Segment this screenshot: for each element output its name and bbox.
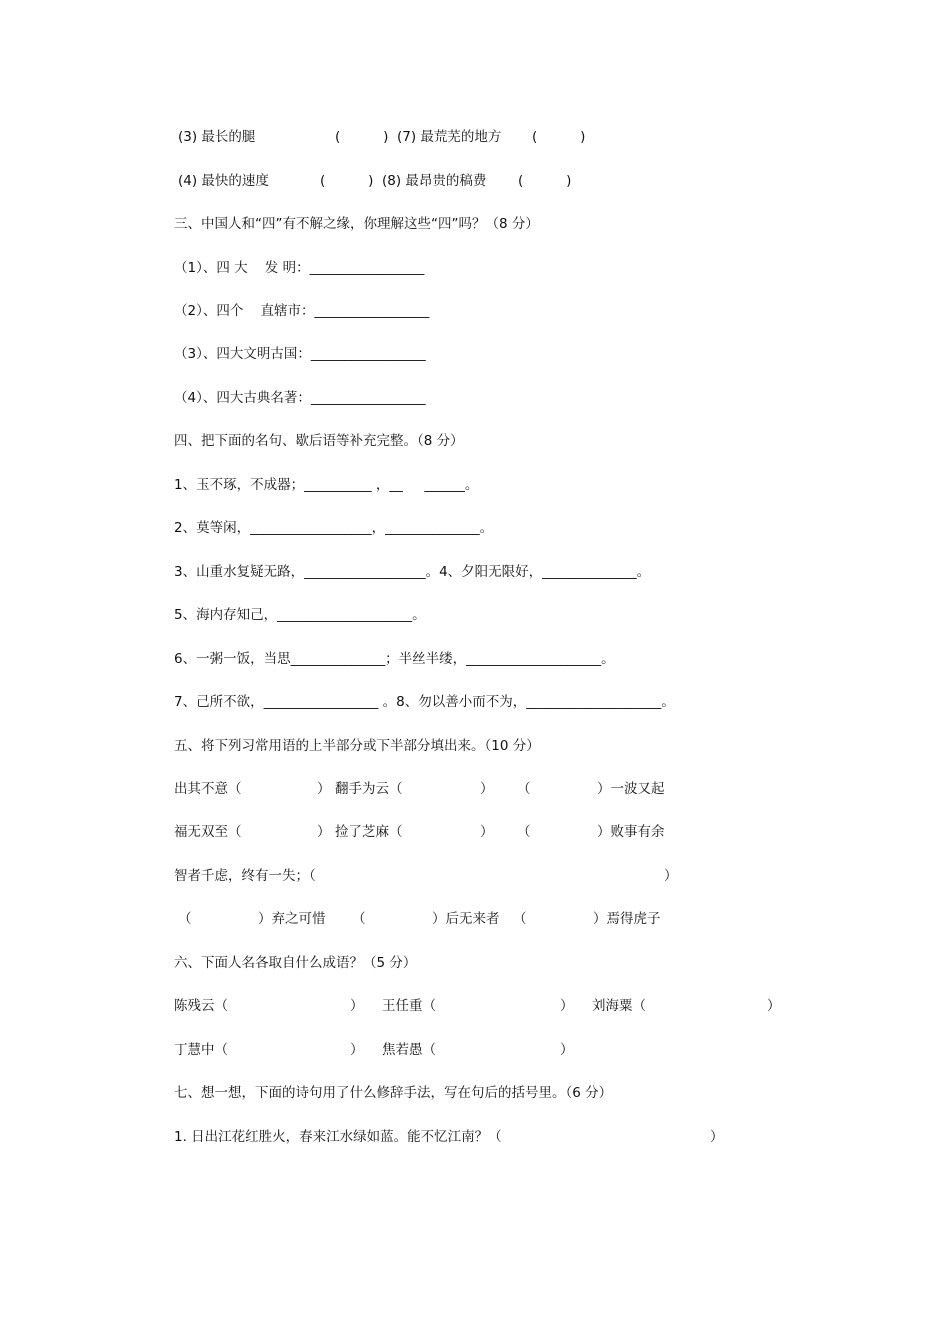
name-blank-close: ）	[560, 1042, 574, 1058]
question-4-fastest-speed: (4) 最快的速度	[178, 173, 269, 189]
idiom-blank: ）一波又起	[597, 781, 665, 797]
poem-answer-close: ）	[710, 1129, 724, 1145]
name-blank: 焦若愚（	[382, 1042, 436, 1058]
name-blank: 刘海粟（	[592, 998, 646, 1014]
name-blank-close: ）	[350, 1042, 364, 1058]
section-3-item: （1）、四 大 发 明：_________________	[174, 260, 425, 276]
section-4-heading: 四、把下面的名句、歇后语等补充完整。（8 分）	[174, 433, 464, 449]
answer-paren-8: ( )	[518, 173, 572, 189]
idiom-blank: 智者千虑，终有一失；（	[174, 868, 316, 884]
section-3-heading: 三、中国人和“四”有不解之缘，你理解这些“四”吗？（8 分）	[174, 216, 539, 232]
idiom-blank: ）败事有余	[597, 824, 665, 840]
answer-paren-3: ( )	[335, 129, 389, 145]
idiom-blank-open: （	[517, 824, 531, 840]
idiom-blank: 翻手为云（	[335, 781, 403, 797]
idiom-blank-open: （	[178, 911, 192, 927]
section-4-item: 6、一粥一饭，当思______________；半丝半缕，____________________。	[174, 651, 615, 667]
section-3-item: （3）、四大文明古国：_________________	[174, 346, 426, 362]
answer-paren-4: ( )	[320, 173, 374, 189]
answer-paren-7: ( )	[532, 129, 586, 145]
idiom-blank-open: （	[352, 911, 366, 927]
idiom-blank-close: ）	[480, 781, 494, 797]
section-4-item: 7、己所不欲，_________________ 。8、勿以善小而不为，____________________。	[174, 694, 675, 710]
idiom-blank-close: ）	[664, 868, 678, 884]
idiom-blank-open: （	[517, 781, 531, 797]
idiom-blank-close: ）	[317, 824, 331, 840]
question-7-most-barren: (7) 最荒芜的地方	[397, 129, 502, 145]
section-6-heading: 六、下面人名各取自什么成语？（5 分）	[174, 955, 417, 971]
idiom-blank: ）弃之可惜	[258, 911, 326, 927]
idiom-blank-close: ）	[317, 781, 331, 797]
section-3-item: （4）、四大古典名著：_________________	[174, 390, 426, 406]
name-blank: 丁慧中（	[174, 1042, 228, 1058]
question-8-costliest-fee: (8) 最昂贵的稿费	[382, 173, 487, 189]
section-4-item: 2、莫等闲，__________________，______________。	[174, 520, 494, 536]
name-blank: 陈残云（	[174, 998, 228, 1014]
idiom-blank-close: ）	[480, 824, 494, 840]
poem-line-1: 1. 日出江花红胜火，春来江水绿如蓝。能不忆江南？（	[174, 1129, 502, 1145]
idiom-blank: 捡了芝麻（	[335, 824, 403, 840]
section-7-heading: 七、想一想，下面的诗句用了什么修辞手法，写在句后的括号里。（6 分）	[174, 1085, 613, 1101]
name-blank: 王任重（	[382, 998, 436, 1014]
section-4-item: 1、玉不琢，不成器；__________ ，__ ______。	[174, 477, 479, 493]
name-blank-close: ）	[350, 998, 364, 1014]
idiom-blank: 出其不意（	[174, 781, 242, 797]
question-3-longest-leg: (3) 最长的腿	[178, 129, 256, 145]
name-blank-close: ）	[560, 998, 574, 1014]
idiom-blank: ）焉得虎子	[593, 911, 661, 927]
name-blank-close: ）	[767, 998, 781, 1014]
section-3-item: （2）、四个 直辖市：_________________	[174, 303, 430, 319]
section-4-item: 5、海内存知己，____________________。	[174, 607, 426, 623]
idiom-blank: 福无双至（	[174, 824, 242, 840]
idiom-blank: ）后无来者	[432, 911, 500, 927]
idiom-blank-open: （	[513, 911, 527, 927]
section-5-heading: 五、将下列习常用语的上半部分或下半部分填出来。（10 分）	[174, 738, 540, 754]
section-4-item: 3、山重水复疑无路，__________________。4、夕阳无限好，______________。	[174, 564, 651, 580]
